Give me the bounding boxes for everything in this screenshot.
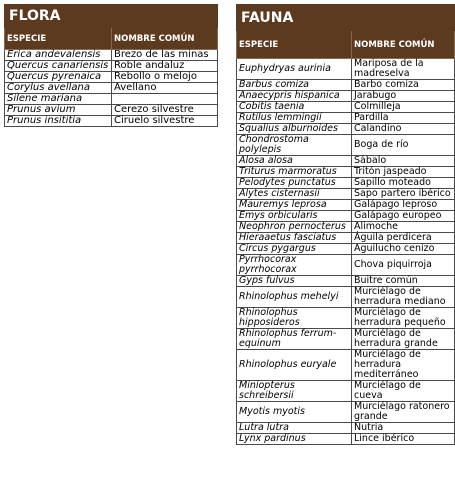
common-name-cell: Nutria — [352, 423, 455, 434]
table-row — [237, 156, 455, 167]
common-name-cell: Roble andaluz — [112, 61, 218, 72]
species-cell: Pyrrhocorax pyrrhocorax — [237, 255, 352, 276]
table-row — [237, 244, 455, 255]
fauna-title: FAUNA — [237, 5, 455, 31]
common-name-cell: Cerezo silvestre — [112, 105, 218, 116]
species-cell: Cobitis taenia — [237, 102, 352, 113]
species-cell: Anaecypris hispanica — [237, 91, 352, 102]
table-row — [5, 94, 218, 105]
fauna-rows — [237, 59, 455, 445]
flora-title: FLORA — [5, 5, 218, 28]
table-row — [237, 113, 455, 124]
species-cell: Silene mariana — [5, 94, 112, 105]
table-row — [237, 276, 455, 287]
flora-table — [4, 4, 218, 127]
species-cell: Erica andevalensis — [5, 50, 112, 61]
common-name-cell: Galápago europeo — [352, 211, 455, 222]
table-row — [237, 189, 455, 200]
species-cell: Neophron pernocterus — [237, 222, 352, 233]
species-cell: Gyps fulvus — [237, 276, 352, 287]
table-row — [237, 80, 455, 91]
common-name-cell: Avellano — [112, 83, 218, 94]
fauna-header-common-name: NOMBRE COMÚN — [352, 31, 455, 59]
common-name-cell: Tritón jaspeado — [352, 167, 455, 178]
common-name-cell: Sapillo moteado — [352, 178, 455, 189]
table-row — [237, 287, 455, 308]
table-row — [237, 102, 455, 113]
species-cell: Emys orbicularis — [237, 211, 352, 222]
species-cell: Rutilus lemmingii — [237, 113, 352, 124]
species-cell: Corylus avellana — [5, 83, 112, 94]
table-row — [237, 350, 455, 381]
species-cell: Rhinolophus ferrum-equinum — [237, 329, 352, 350]
table-row — [237, 423, 455, 434]
common-name-cell: Sapo partero ibérico — [352, 189, 455, 200]
species-cell: Quercus canariensis — [5, 61, 112, 72]
species-cell: Hieraaetus fasciatus — [237, 233, 352, 244]
common-name-cell: Alimoche — [352, 222, 455, 233]
common-name-cell: Boga de río — [352, 135, 455, 156]
table-row — [237, 329, 455, 350]
species-cell: Rhinolophus euryale — [237, 350, 352, 381]
common-name-cell: Colmilleja — [352, 102, 455, 113]
common-name-cell: Rebollo o melojo — [112, 72, 218, 83]
species-cell: Euphydryas aurinia — [237, 59, 352, 80]
species-cell: Prunus avium — [5, 105, 112, 116]
common-name-cell: Murciélago de herradura mediterráneo — [352, 350, 455, 381]
common-name-cell: Galápago leproso — [352, 200, 455, 211]
table-row — [237, 222, 455, 233]
common-name-cell: Brezo de las minas — [112, 50, 218, 61]
table-row — [237, 200, 455, 211]
species-cell: Rhinolophus mehelyi — [237, 287, 352, 308]
common-name-cell: Chova piquirroja — [352, 255, 455, 276]
species-cell: Quercus pyrenaica — [5, 72, 112, 83]
common-name-cell: Mariposa de la madreselva — [352, 59, 455, 80]
table-row — [237, 402, 455, 423]
common-name-cell: Buitre común — [352, 276, 455, 287]
common-name-cell: Aguilucho cenizo — [352, 244, 455, 255]
common-name-cell: Calandino — [352, 124, 455, 135]
common-name-cell: Lince ibérico — [352, 434, 455, 445]
table-row — [5, 83, 218, 94]
common-name-cell — [112, 94, 218, 105]
species-cell: Circus pygargus — [237, 244, 352, 255]
common-name-cell: Águila perdicera — [352, 233, 455, 244]
common-name-cell: Murciélago de herradura grande — [352, 329, 455, 350]
table-row — [5, 116, 218, 127]
species-cell: Lynx pardinus — [237, 434, 352, 445]
table-row — [237, 381, 455, 402]
table-row — [5, 61, 218, 72]
flora-header-common-name: NOMBRE COMÚN — [112, 28, 218, 50]
species-cell: Squalius alburnoides — [237, 124, 352, 135]
species-cell: Chondrostoma polylepis — [237, 135, 352, 156]
table-row — [237, 124, 455, 135]
species-cell: Mauremys leprosa — [237, 200, 352, 211]
table-row — [5, 50, 218, 61]
species-cell: Alytes cisternasii — [237, 189, 352, 200]
table-row — [237, 59, 455, 80]
table-row — [237, 167, 455, 178]
common-name-cell: Ciruelo silvestre — [112, 116, 218, 127]
species-cell: Triturus marmoratus — [237, 167, 352, 178]
common-name-cell: Murciélago de cueva — [352, 381, 455, 402]
table-row — [237, 255, 455, 276]
common-name-cell: Pardilla — [352, 113, 455, 124]
table-row — [5, 105, 218, 116]
table-row — [237, 211, 455, 222]
species-cell: Prunus insititia — [5, 116, 112, 127]
fauna-table — [236, 4, 455, 445]
flora-header-species: ESPECIE — [5, 28, 112, 50]
table-row — [237, 178, 455, 189]
table-row — [237, 434, 455, 445]
table-row — [237, 233, 455, 244]
table-row — [237, 91, 455, 102]
species-cell: Miniopterus schreibersii — [237, 381, 352, 402]
flora-rows — [5, 50, 218, 127]
common-name-cell: Barbo comiza — [352, 80, 455, 91]
species-cell: Barbus comiza — [237, 80, 352, 91]
species-cell: Alosa alosa — [237, 156, 352, 167]
species-cell: Myotis myotis — [237, 402, 352, 423]
common-name-cell: Murciélago de herradura pequeño — [352, 308, 455, 329]
common-name-cell: Jarabugo — [352, 91, 455, 102]
table-row — [237, 308, 455, 329]
table-row — [237, 135, 455, 156]
species-cell: Lutra lutra — [237, 423, 352, 434]
species-cell: Pelodytes punctatus — [237, 178, 352, 189]
table-row — [5, 72, 218, 83]
species-cell: Rhinolophus hipposideros — [237, 308, 352, 329]
common-name-cell: Murciélago ratonero grande — [352, 402, 455, 423]
common-name-cell: Murciélago de herradura mediano — [352, 287, 455, 308]
fauna-header-species: ESPECIE — [237, 31, 352, 59]
common-name-cell: Sábalo — [352, 156, 455, 167]
